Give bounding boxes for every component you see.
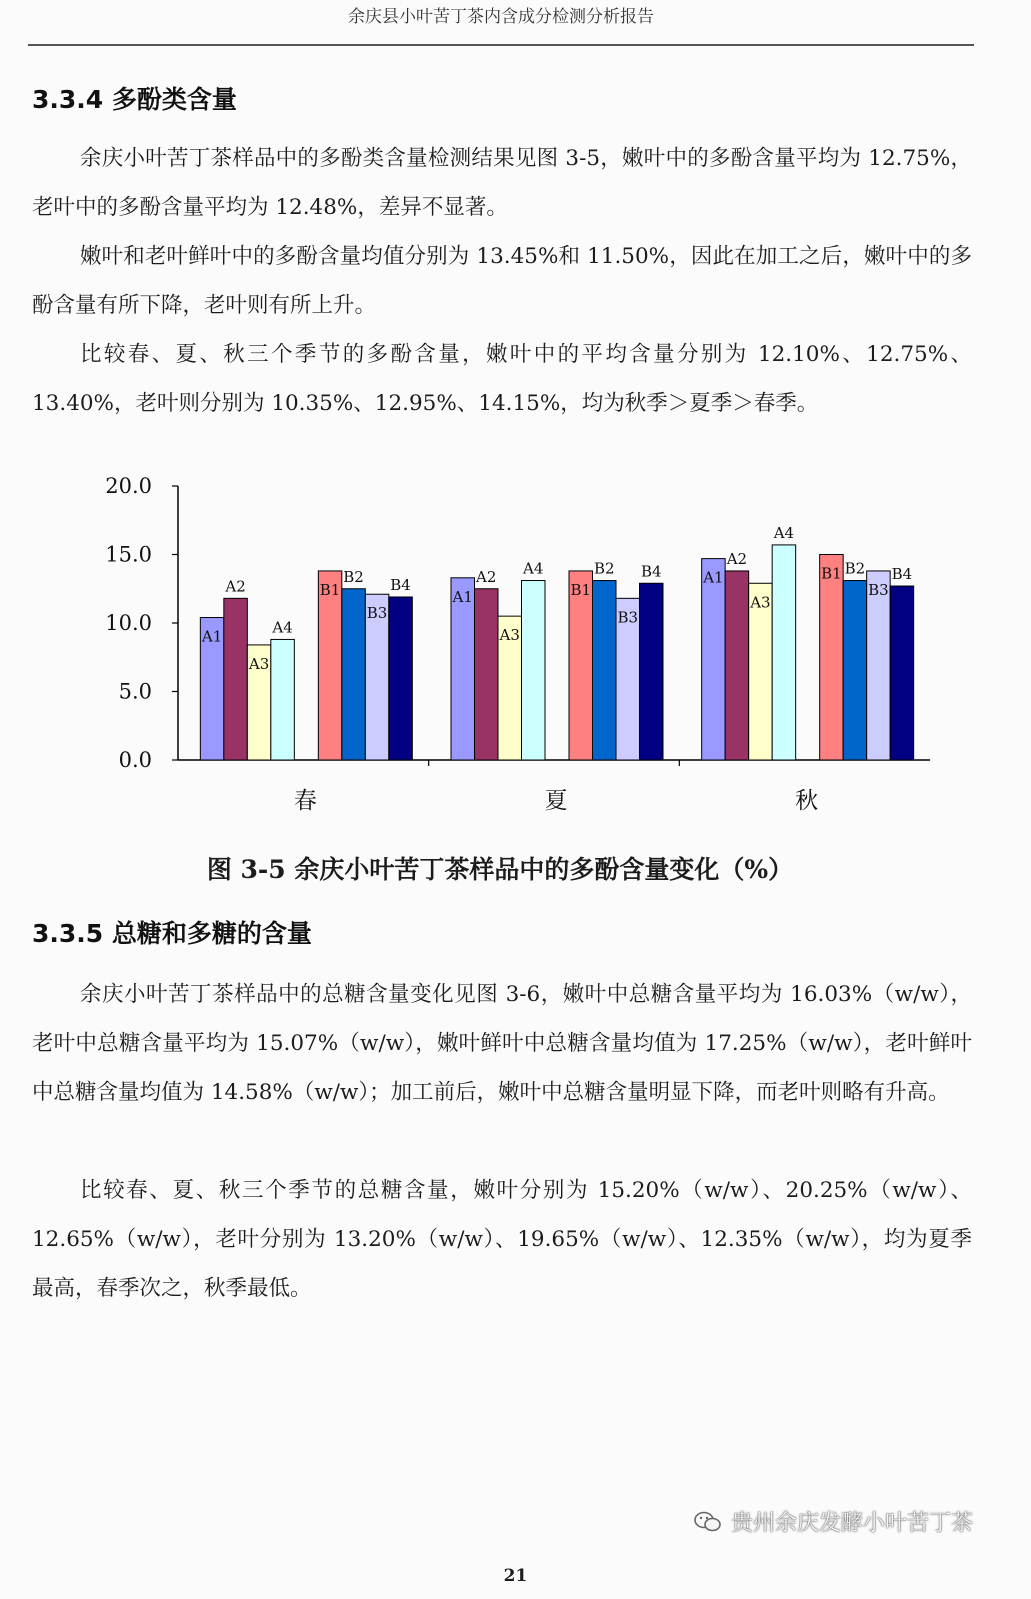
paragraph: 比较春、夏、秋三个季节的总糖含量，嫩叶分别为 15.20%（w/w）、20.25%（w/w）、12.65%（w/w），老叶分别为 13.20%（w/w）、19.65%（w/w）、12.35%（w/w），均为夏季最高，春季次之，秋季最低。 — [32, 1178, 972, 1301]
bar-b1 — [820, 555, 844, 761]
polyphenol-chart — [90, 470, 950, 830]
bar-label: A1 — [201, 627, 223, 646]
bar-b1 — [318, 571, 342, 760]
bar-a4 — [522, 581, 546, 760]
section-heading-sugars: 3.3.5 总糖和多糖的含量 — [32, 919, 312, 948]
bar-label: B2 — [593, 559, 615, 578]
bar-a4 — [772, 545, 796, 760]
bar-label: A4 — [272, 618, 293, 637]
bar-label: A2 — [726, 549, 748, 568]
y-tick-label: 20.0 — [105, 474, 152, 498]
bar-b3 — [867, 571, 891, 760]
paragraph: 余庆小叶苦丁茶样品中的多酚类含量检测结果见图 3-5，嫩叶中的多酚含量平均为 12.75%，老叶中的多酚含量平均为 12.48%，差异不显著。 — [32, 146, 972, 220]
bar-label: B3 — [366, 604, 388, 623]
bar-label: A2 — [225, 577, 246, 596]
x-tick-label: 春 — [293, 788, 317, 814]
bar-label: B4 — [640, 562, 662, 581]
figure-caption: 图 3-5 余庆小叶苦丁茶样品中的多酚含量变化（%） — [206, 855, 794, 884]
watermark-text: 贵州余庆发酵小叶苦丁茶 — [730, 1511, 973, 1536]
bar-label: A1 — [452, 587, 473, 606]
bar-label: B1 — [570, 580, 592, 599]
bar-a1 — [702, 559, 726, 760]
watermark — [693, 1506, 973, 1537]
bar-a2 — [475, 589, 499, 760]
bar-label: A4 — [523, 559, 544, 578]
bar-label: B3 — [868, 580, 889, 599]
bar-label: B2 — [343, 567, 364, 586]
bar-chart-svg — [90, 470, 950, 830]
x-tick-label: 夏 — [544, 788, 568, 814]
bar-a2 — [725, 571, 749, 760]
bar-label: B1 — [821, 564, 842, 583]
bar-b4 — [890, 586, 914, 760]
y-tick-label: 15.0 — [105, 542, 152, 567]
bar-label: A3 — [750, 593, 771, 612]
bar-label: B1 — [319, 580, 341, 599]
page-number: 21 — [503, 1566, 528, 1586]
bar-label: A3 — [248, 654, 270, 673]
y-tick-label: 5.0 — [118, 679, 152, 704]
paragraph: 余庆小叶苦丁茶样品中的总糖含量变化见图 3-6，嫩叶中总糖含量平均为 16.03%（w/w），老叶中总糖含量平均为 15.07%（w/w），嫩叶鲜叶中总糖含量均值为 17.25%（w/w），老叶鲜叶中总糖含量均值为 14.58%（w/w）；加工前后，嫩叶中总糖含量明显下降，而老叶则略有升高。 — [32, 982, 972, 1105]
section-heading-polyphenols: 3.3.4 多酚类含量 — [32, 85, 237, 114]
bar-label: A3 — [499, 626, 520, 645]
bar-label: B3 — [617, 608, 639, 627]
bar-b2 — [342, 589, 366, 760]
y-tick-label: 0.0 — [118, 748, 152, 772]
bar-b4 — [640, 583, 664, 760]
page-header: 余庆县小叶苦丁茶内含成分检测分析报告 — [28, 0, 974, 46]
bar-a4 — [271, 639, 295, 760]
bar-label: B4 — [390, 575, 411, 594]
bar-b2 — [593, 581, 617, 760]
bar-label: A4 — [773, 523, 795, 542]
bar-b4 — [389, 597, 413, 760]
x-tick-label: 秋 — [795, 788, 819, 814]
bar-label: B4 — [891, 565, 913, 584]
bar-label: A2 — [476, 567, 497, 586]
bar-label: B2 — [844, 559, 866, 578]
y-tick-label: 10.0 — [105, 611, 152, 635]
bar-b1 — [569, 571, 593, 760]
bar-b2 — [843, 581, 867, 760]
bar-label: A1 — [703, 568, 724, 587]
paragraph: 嫩叶和老叶鲜叶中的多酚含量均值分别为 13.45%和 11.50%，因此在加工之后，嫩叶中的多酚含量有所下降，老叶则有所上升。 — [32, 244, 972, 318]
wechat-icon — [693, 1510, 723, 1534]
paragraph: 比较春、夏、秋三个季节的多酚含量，嫩叶中的平均含量分别为 12.10%、12.75%、13.40%，老叶则分别为 10.35%、12.95%、14.15%，均为秋季＞夏季＞春季。 — [32, 342, 972, 416]
bar-a2 — [224, 598, 248, 760]
